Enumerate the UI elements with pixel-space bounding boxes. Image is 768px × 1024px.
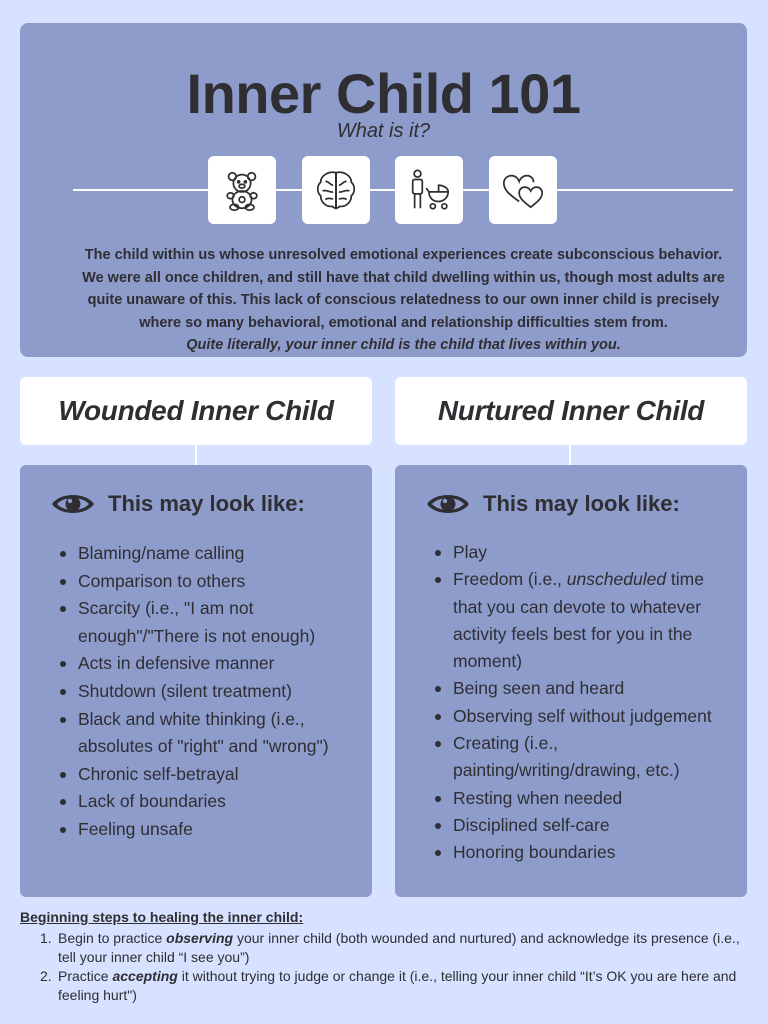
wounded-panel-header <box>50 489 305 519</box>
list-item: Shutdown (silent treatment) <box>58 678 358 706</box>
intro-line: The child within us whose unresolved emotional experiences create subconscious behavior. <box>84 247 723 263</box>
list-item: Blaming/name calling <box>58 540 358 568</box>
hearts-icon-box <box>489 156 557 224</box>
nurtured-panel <box>395 465 747 897</box>
list-item: Lack of boundaries <box>58 788 358 816</box>
page-title: Inner Child 101 <box>186 62 581 125</box>
wounded-connector <box>195 445 197 465</box>
eye-icon <box>425 489 471 519</box>
step-emphasis: observing <box>166 930 234 946</box>
list-item: Creating (i.e., painting/writing/drawing, etc.) <box>433 730 733 785</box>
wounded-panel-title: This may look like: <box>108 491 305 516</box>
brain-icon <box>313 167 359 213</box>
list-item: Honoring boundaries <box>433 839 733 866</box>
list-item: Disciplined self-care <box>433 812 733 839</box>
wounded-panel <box>20 465 372 897</box>
nurtured-panel-title: This may look like: <box>483 491 680 516</box>
two-hearts-icon <box>500 167 546 213</box>
intro-line: quite unaware of this. This lack of conscious relatedness to our own inner child is precisely <box>87 292 720 309</box>
eye-icon <box>50 489 96 519</box>
list-item: Chronic self-betrayal <box>58 761 358 789</box>
wounded-list <box>58 540 358 844</box>
parent-with-stroller-icon <box>406 167 452 213</box>
healing-steps <box>20 908 750 1005</box>
list-item: Comparison to others <box>58 568 358 596</box>
step-suffix: it without trying to judge or change it (i.e., telling your inner child “It’s OK you are here and feeling hurt") <box>58 968 737 1003</box>
list-item: Black and white thinking (i.e., absolutes of "right" and "wrong") <box>58 706 358 761</box>
nurtured-heading: Nurtured Inner Child <box>395 377 747 445</box>
list-item: Observing self without judgement <box>433 703 733 730</box>
teddy-bear-icon-box <box>208 156 276 224</box>
brain-icon-box <box>302 156 370 224</box>
parent-stroller-icon-box <box>395 156 463 224</box>
freedom-emphasis: unscheduled <box>566 569 667 590</box>
nurtured-panel-header <box>425 489 680 519</box>
wounded-heading: Wounded Inner Child <box>20 377 372 445</box>
freedom-prefix: Freedom (i.e., <box>453 569 567 590</box>
intro-line: where so many behavioral, emotional and relationship difficulties stem from. <box>139 314 668 331</box>
teddy-bear-icon <box>219 167 265 213</box>
list-item <box>433 566 733 675</box>
step-emphasis: accepting <box>112 968 178 984</box>
list-item: Scarcity (i.e., "I am not enough"/"There is not enough) <box>58 595 358 650</box>
intro-emphasis: Quite literally, your inner child is the child that lives within you. <box>186 337 621 354</box>
step-item <box>40 929 750 967</box>
step-number: 2. <box>40 968 52 984</box>
freedom-suffix: time that you can devote to whatever activity feels best for you in the moment) <box>453 569 704 672</box>
list-item: Being seen and heard <box>433 675 733 702</box>
step-item <box>40 967 750 1005</box>
nurtured-connector <box>569 445 571 465</box>
step-suffix: your inner child (both wounded and nurtured) and acknowledge its presence (i.e., tell your inner child “I see you”) <box>58 930 740 965</box>
page-subtitle: What is it? <box>336 120 431 142</box>
list-item: Acts in defensive manner <box>58 650 358 678</box>
step-prefix: Practice <box>58 968 113 984</box>
list-item: Resting when needed <box>433 785 733 812</box>
intro-text <box>65 244 742 357</box>
intro-line: We were all once children, and still have that child dwelling within us, though most adults are <box>82 269 725 286</box>
list-item: Feeling unsafe <box>58 816 358 844</box>
nurtured-list <box>433 539 733 867</box>
step-prefix: Begin to practice <box>58 930 167 946</box>
step-number: 1. <box>40 930 52 946</box>
steps-title: Beginning steps to healing the inner child: <box>20 909 304 925</box>
steps-list <box>40 929 750 1005</box>
intro-banner <box>20 23 747 357</box>
list-item: Play <box>433 539 733 566</box>
